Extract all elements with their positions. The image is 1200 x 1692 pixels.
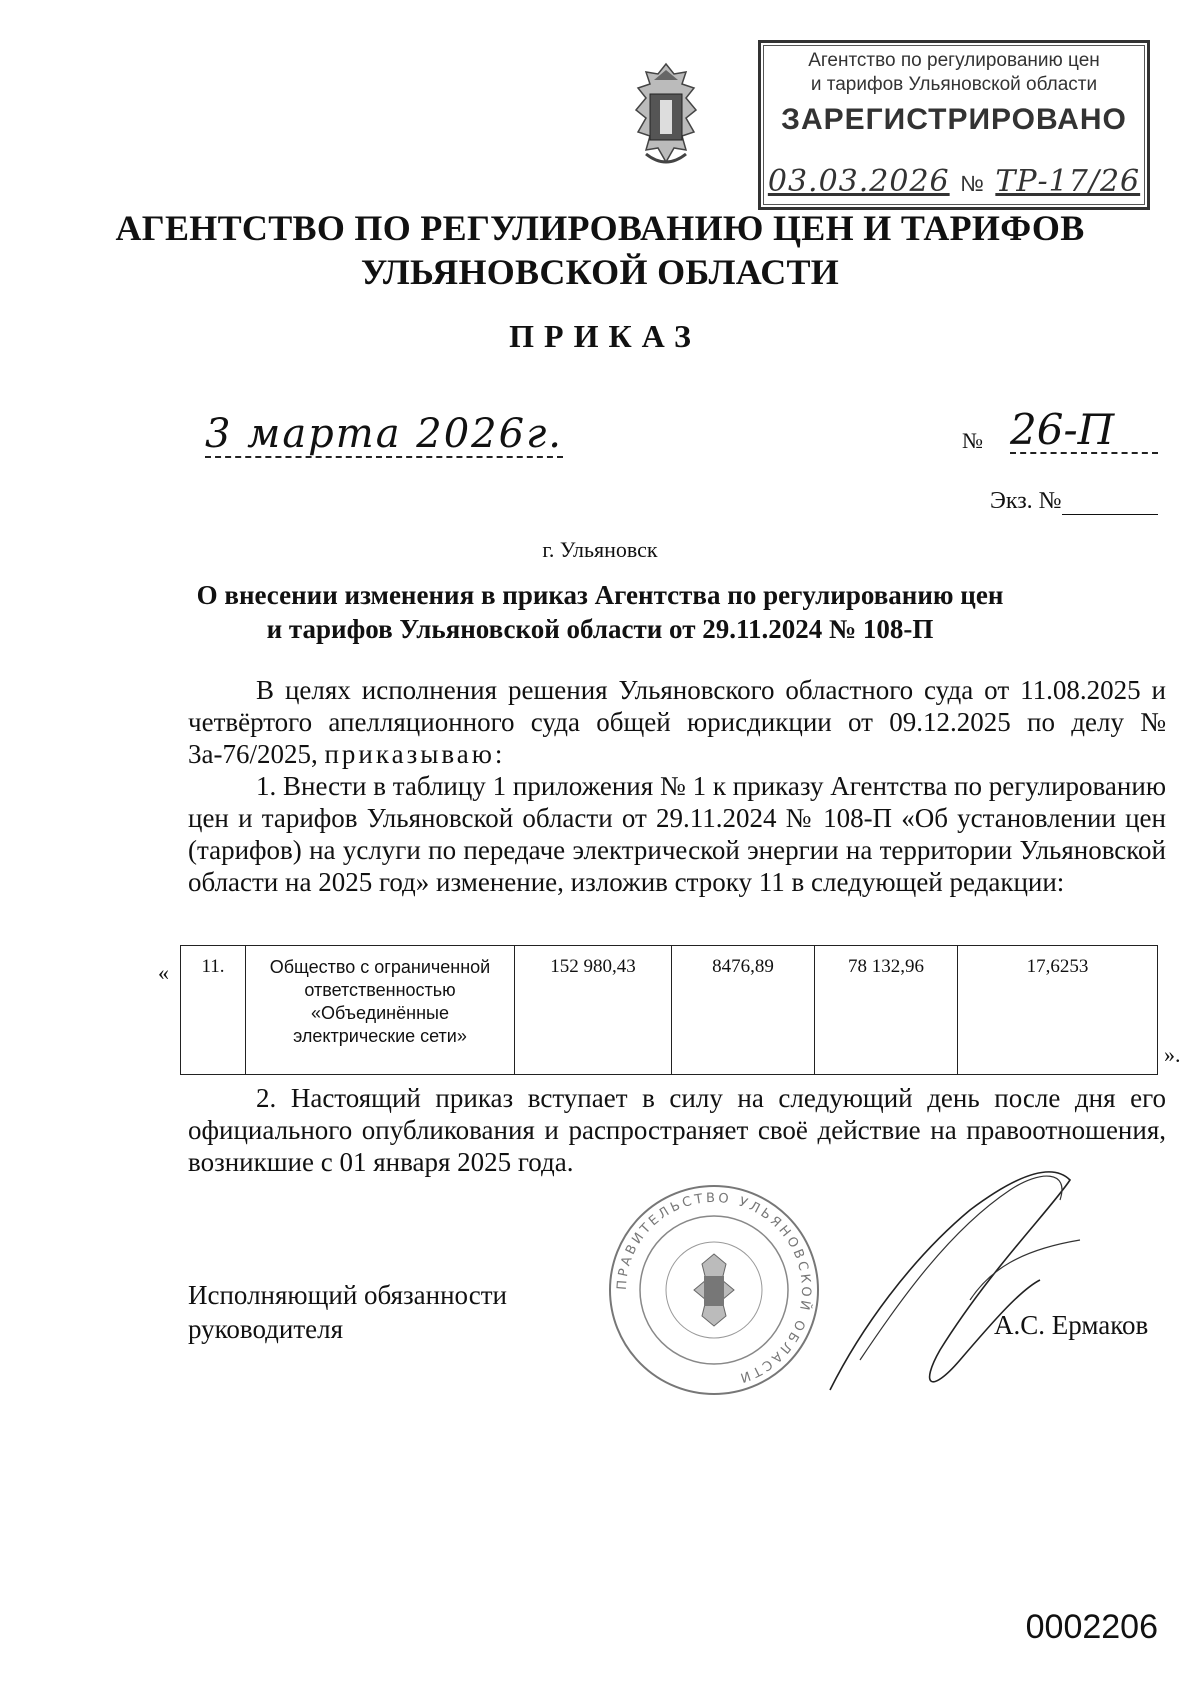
order-number: 26-П bbox=[1010, 408, 1158, 454]
signatory-title bbox=[188, 1278, 507, 1346]
copy-number bbox=[990, 488, 1158, 515]
table-quote-open: « bbox=[158, 960, 169, 985]
stamp-number: ТР-17/26 bbox=[995, 164, 1141, 199]
agency-title-line-2: УЛЬЯНОВСКОЙ ОБЛАСТИ bbox=[360, 252, 840, 292]
paragraph-preamble bbox=[188, 674, 1166, 770]
cell-value-1: 152 980,43 bbox=[515, 946, 672, 1075]
tariff-table bbox=[180, 945, 1158, 1075]
signatory-title-line-1: Исполняющий обязанности bbox=[188, 1280, 507, 1310]
paragraph-2: 2. Настоящий приказ вступает в силу на следующий день после дня его официального опубликования и распространяет своё действие на правоотношения, возникшие с 01 января 2025 года. bbox=[188, 1083, 1166, 1177]
stamp-line-2: и тарифов Ульяновской области bbox=[810, 74, 1098, 95]
stamp-date: 03.03.2026 bbox=[767, 164, 950, 199]
order-number-label: № bbox=[962, 428, 983, 453]
document-serial-number: 0002206 bbox=[1025, 1608, 1158, 1646]
order-date: 3 марта 2026г. bbox=[205, 411, 563, 457]
registration-stamp bbox=[758, 40, 1150, 210]
city: г. Ульяновск bbox=[542, 537, 658, 562]
agency-title-line-1: АГЕНТСТВО ПО РЕГУЛИРОВАНИЮ ЦЕН И ТАРИФОВ bbox=[115, 208, 1085, 248]
cell-value-2: 8476,89 bbox=[672, 946, 815, 1075]
stamp-handwritten bbox=[761, 164, 1147, 199]
coat-of-arms-emblem bbox=[616, 58, 716, 178]
paragraph-1: 1. Внести в таблицу 1 приложения № 1 к приказу Агентства по регулированию цен и тарифов Ульяновской области от 29.11.2024 № 108-П «Об установлении цен (тарифов) на услуги по передаче электрической энергии на территории Ульяновской области на 2025 год» изменение, изложив строку 11 в следующей редакции: bbox=[188, 771, 1166, 897]
preamble-order-word: приказываю: bbox=[324, 739, 506, 769]
cell-value-3: 78 132,96 bbox=[815, 946, 958, 1075]
seal-text: ПРАВИТЕЛЬСТВО УЛЬЯНОВСКОЙ ОБЛАСТИ bbox=[614, 1190, 814, 1386]
subject-line-1: О внесении изменения в приказ Агентства по регулированию цен bbox=[196, 580, 1004, 610]
order-subject bbox=[0, 578, 1200, 646]
handwritten-signature bbox=[820, 1150, 1120, 1410]
signatory-name: А.С. Ермаков bbox=[994, 1310, 1149, 1340]
official-seal bbox=[604, 1180, 824, 1400]
table-row bbox=[181, 946, 1158, 1075]
subject-line-2: и тарифов Ульяновской области от 29.11.2024 № 108-П bbox=[266, 614, 934, 644]
copy-number-blank bbox=[1062, 492, 1158, 515]
copy-number-label: Экз. № bbox=[990, 488, 1062, 514]
cell-organization: Общество с ограниченной ответственностью «Объединённые электрические сети» bbox=[246, 946, 515, 1075]
agency-title bbox=[0, 206, 1200, 294]
stamp-line-1: Агентство по регулированию цен bbox=[808, 50, 1100, 71]
stamp-number-label: № bbox=[960, 171, 985, 196]
document-type: ПРИКАЗ bbox=[509, 318, 701, 354]
cell-value-4: 17,6253 bbox=[958, 946, 1158, 1075]
stamp-status: ЗАРЕГИСТРИРОВАНО bbox=[781, 103, 1127, 136]
table-quote-close: ». bbox=[1164, 1042, 1181, 1067]
cell-row-number: 11. bbox=[181, 946, 246, 1075]
signatory-title-line-2: руководителя bbox=[188, 1314, 344, 1344]
preamble-text: В целях исполнения решения Ульяновского областного суда от 11.08.2025 и четвёртого апелляционного суда общей юрисдикции от 09.12.2025 по делу № 3а-76/2025, bbox=[188, 675, 1166, 769]
